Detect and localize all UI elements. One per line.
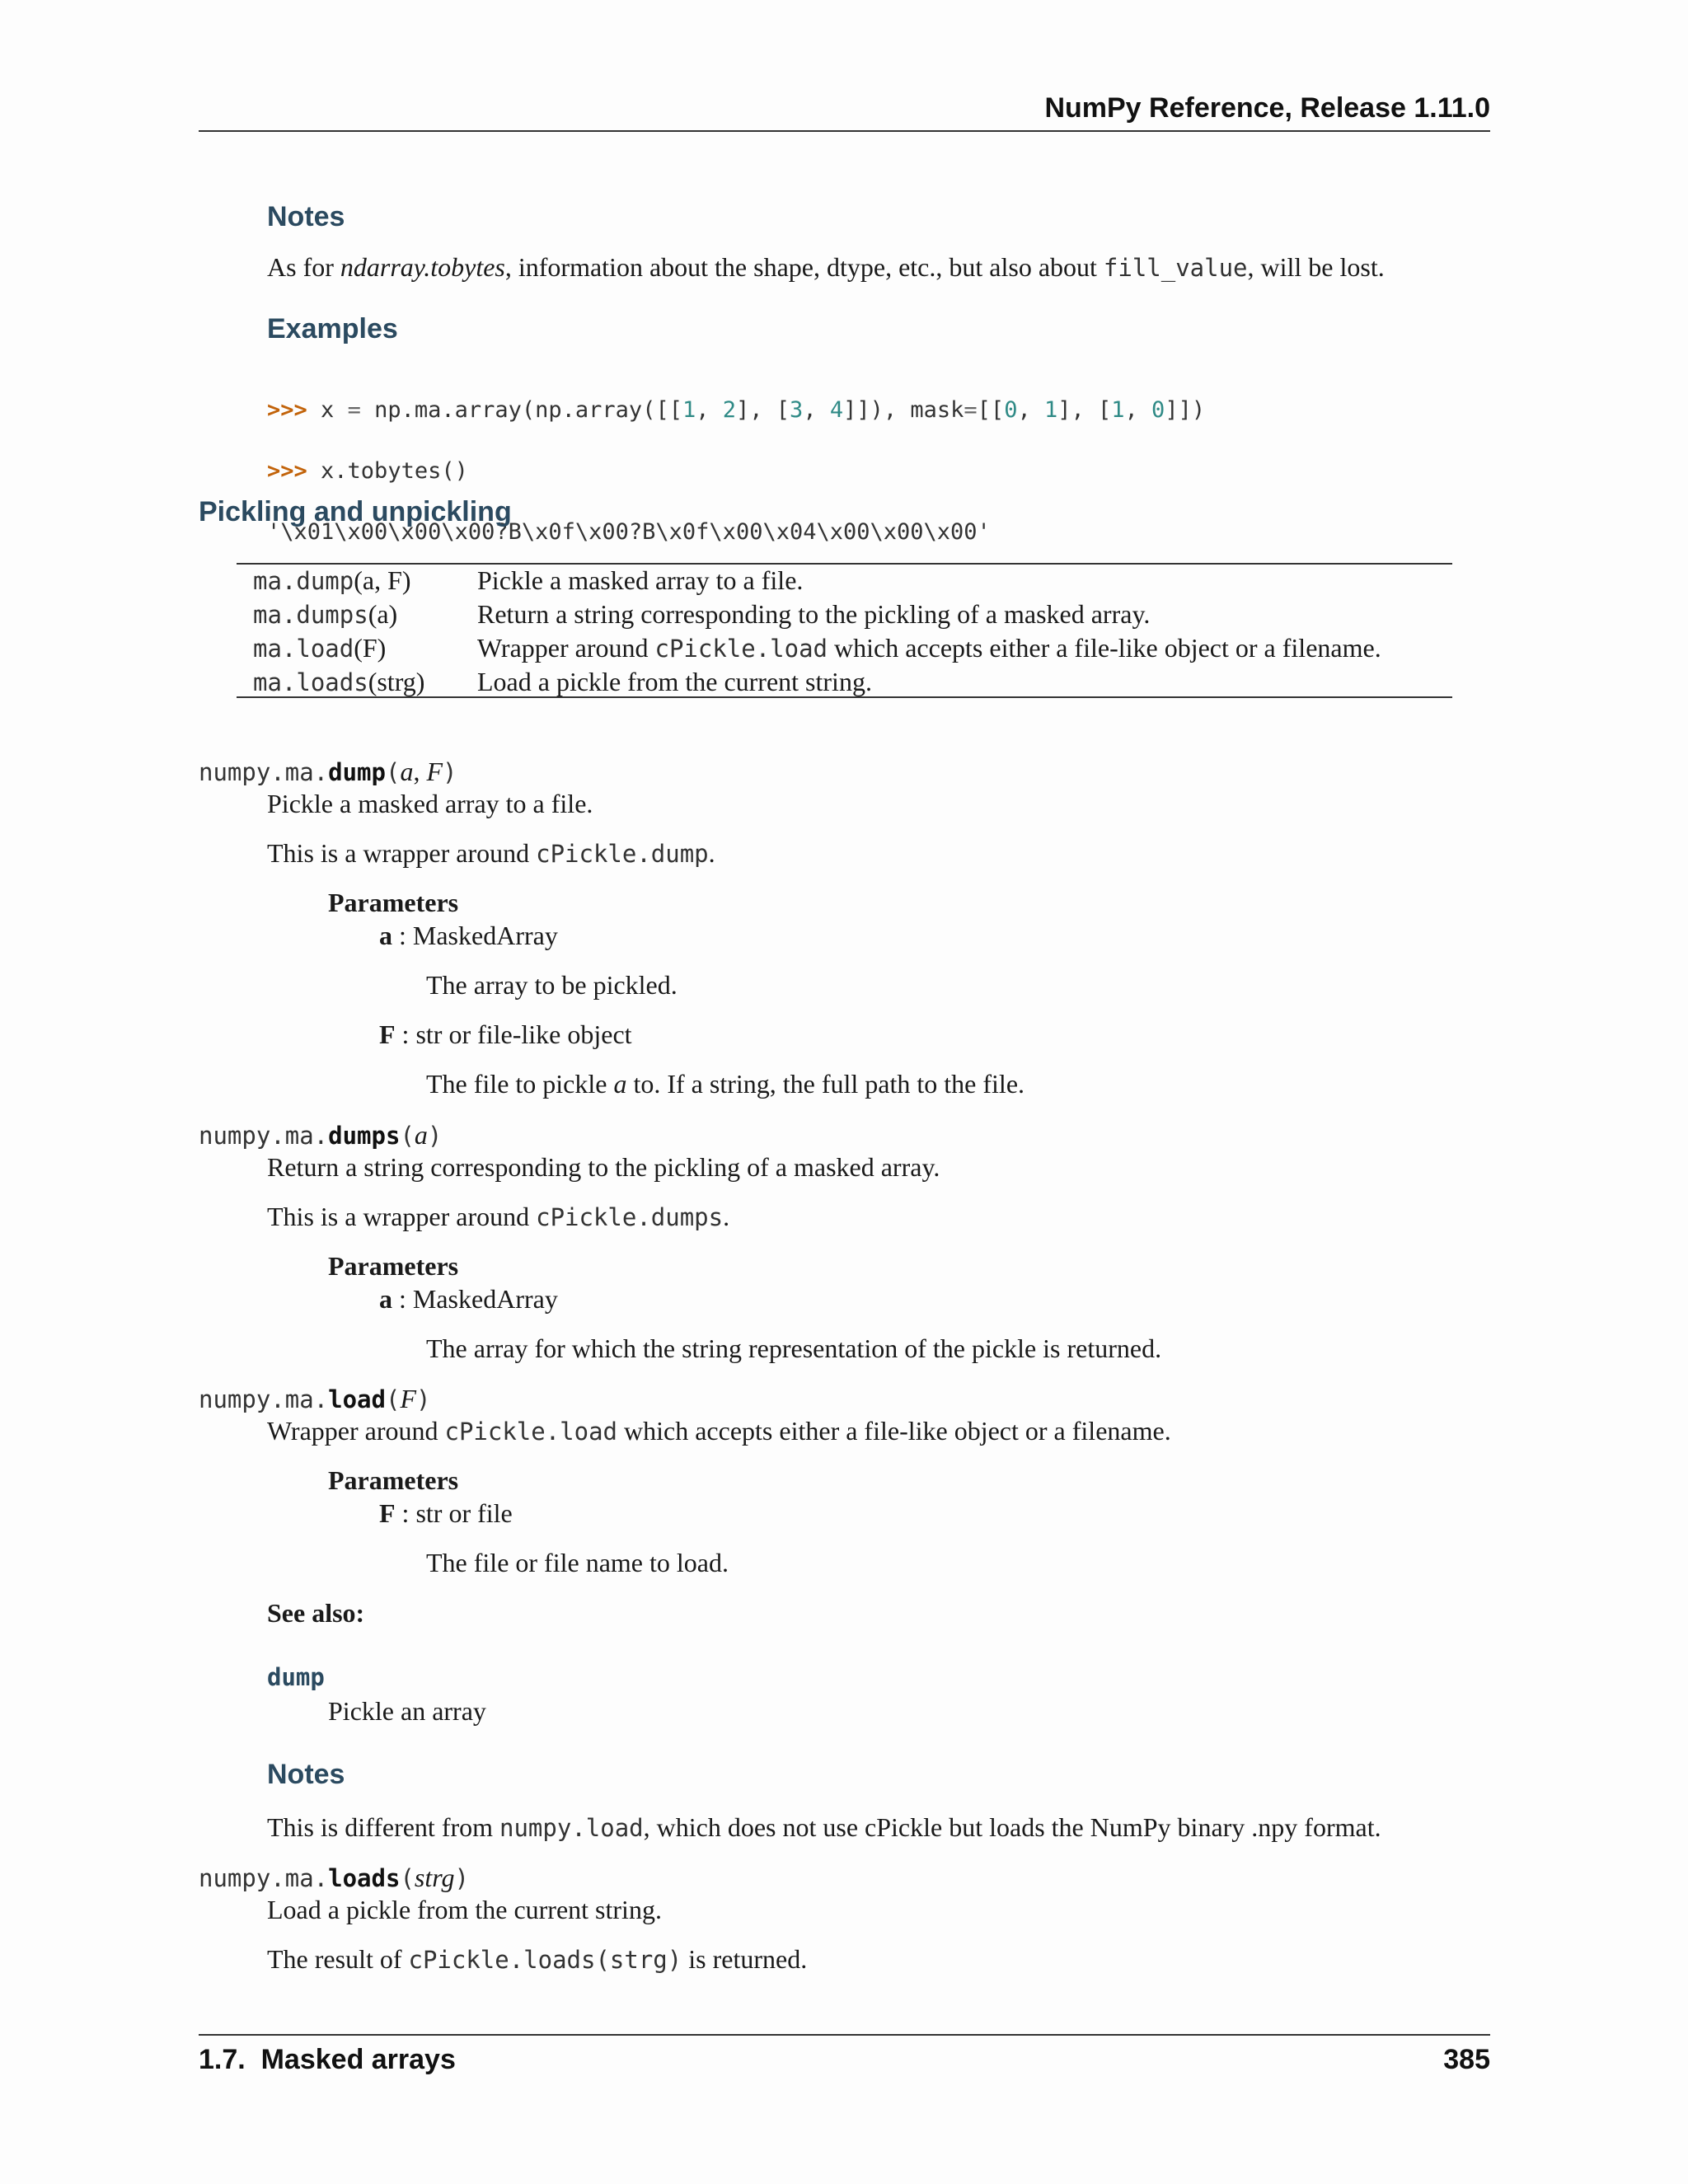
load-notes-heading: Notes	[267, 1759, 345, 1790]
pickling-heading: Pickling and unpickling	[199, 496, 512, 527]
load-param-F-desc: The file or file name to load.	[426, 1548, 729, 1577]
dump-param-F-desc: The file to pickle a to. If a string, the full path to the file.	[426, 1069, 1025, 1099]
dump-param-F: F : str or file-like object	[379, 1019, 632, 1049]
footer-section: 1.7. Masked arrays	[199, 2044, 456, 2075]
fill-value-link[interactable]: fill_value	[1103, 254, 1248, 282]
dumps-signature: numpy.ma.dumps(a)	[199, 1120, 443, 1150]
example-code-block	[267, 364, 1205, 578]
load-signature: numpy.ma.load(F)	[199, 1384, 431, 1413]
ma-dumps-link[interactable]: ma.dumps	[253, 601, 368, 629]
dumps-parameters-label: Parameters	[328, 1251, 459, 1281]
numpy-load-link[interactable]: numpy.load	[499, 1814, 644, 1842]
load-param-F: F : str or file	[379, 1498, 513, 1528]
table-row: ma.dumps(a) Return a string corresponding to the pickling of a masked array.	[253, 599, 1151, 629]
see-also-label: See also:	[267, 1598, 365, 1628]
load-notes-text: This is different from numpy.load, which does not use cPickle but loads the NumPy binary .npy format.	[267, 1812, 1381, 1842]
table-row: ma.load(F) Wrapper around cPickle.load which accepts either a file-like object or a filename.	[253, 633, 1381, 663]
dump-signature: numpy.ma.dump(a, F)	[199, 757, 457, 786]
loads-signature: numpy.ma.loads(strg)	[199, 1863, 469, 1892]
dumps-wrapper-text: This is a wrapper around cPickle.dumps.	[267, 1202, 730, 1231]
ma-loads-link[interactable]: ma.loads	[253, 668, 368, 696]
loads-summary: Load a pickle from the current string.	[267, 1895, 662, 1924]
notes-heading: Notes	[267, 201, 345, 232]
code-line-2: >>> x.tobytes()	[267, 458, 468, 484]
dump-param-a-desc: The array to be pickled.	[426, 970, 678, 1000]
dumps-summary: Return a string corresponding to the pickling of a masked array.	[267, 1152, 940, 1182]
loads-result-text: The result of cPickle.loads(strg) is returned.	[267, 1944, 808, 1974]
footer-page-number: 385	[1443, 2044, 1490, 2075]
dump-param-a: a : MaskedArray	[379, 921, 558, 950]
notes-text: As for ndarray.tobytes, information about the shape, dtype, etc., but also about fill_value, will be lost.	[267, 252, 1385, 282]
dumps-param-a: a : MaskedArray	[379, 1284, 558, 1314]
see-also-dump-desc: Pickle an array	[328, 1696, 486, 1726]
page-header-title: NumPy Reference, Release 1.11.0	[1044, 92, 1490, 124]
code-output: '\x01\x00\x00\x00?B\x0f\x00?B\x0f\x00\x04\x00\x00\x00'	[267, 519, 991, 545]
dump-wrapper-text: This is a wrapper around cPickle.dump.	[267, 838, 715, 868]
dump-summary: Pickle a masked array to a file.	[267, 789, 593, 818]
ma-load-link[interactable]: ma.load	[253, 635, 354, 663]
header-rule	[199, 130, 1490, 132]
dumps-param-a-desc: The array for which the string representation of the pickle is returned.	[426, 1333, 1162, 1363]
table-row: ma.dump(a, F) Pickle a masked array to a file.	[253, 565, 804, 595]
load-summary: Wrapper around cPickle.load which accepts either a file-like object or a filename.	[267, 1416, 1171, 1446]
dump-parameters-label: Parameters	[328, 888, 459, 917]
load-parameters-label: Parameters	[328, 1465, 459, 1495]
table-bottom-rule	[237, 696, 1452, 698]
pickling-table	[253, 564, 1381, 699]
footer-rule	[199, 2034, 1490, 2036]
ma-dump-link[interactable]: ma.dump	[253, 567, 354, 595]
code-line-1: >>> x = np.ma.array(np.array([[1, 2], [3, 4]]), mask=[[0, 1], [1, 0]])	[267, 397, 1206, 423]
table-row: ma.loads(strg) Load a pickle from the current string.	[253, 667, 872, 696]
see-also-dump-link[interactable]: dump	[267, 1663, 325, 1691]
examples-heading: Examples	[267, 313, 398, 344]
